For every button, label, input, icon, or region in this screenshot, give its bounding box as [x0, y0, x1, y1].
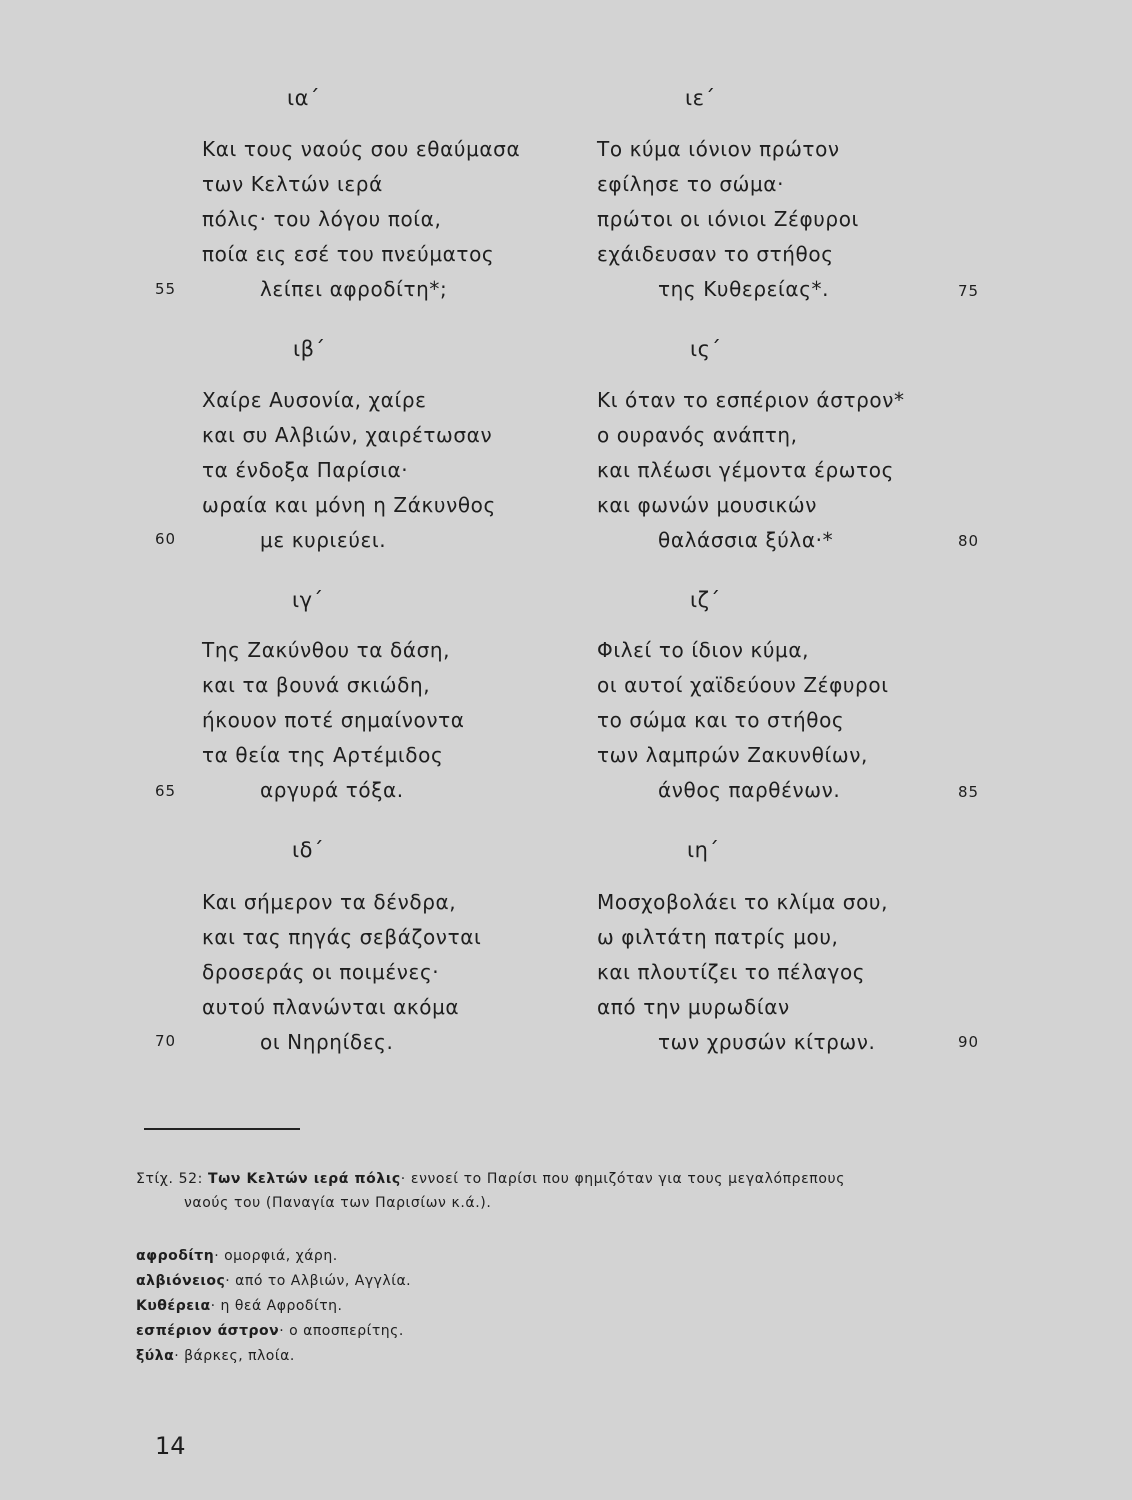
verse-line: θαλάσσια ξύλα·* [658, 528, 834, 552]
verse-line: ποία εις εσέ του πνεύματος [202, 242, 495, 266]
glossary-entry [136, 1323, 404, 1339]
verse-line: ο ουρανός ανάπτη, [597, 423, 798, 447]
stanza-number: ιγ΄ [292, 588, 324, 612]
footnote-continuation: ναούς του (Παναγία των Παρισίων κ.ά.). [184, 1195, 492, 1211]
verse-line: των Κελτών ιερά [202, 172, 383, 196]
verse-line: των χρυσών κίτρων. [658, 1030, 876, 1054]
verse-line: οι αυτοί χαϊδεύουν Ζέφυροι [597, 673, 889, 697]
line-number: 65 [155, 782, 177, 800]
verse-line: ωραία και μόνη η Ζάκυνθος [202, 493, 496, 517]
verse-line: αυτού πλανώνται ακόμα [202, 995, 460, 1019]
glossary-term: εσπέριον άστρον [136, 1323, 280, 1339]
verse-line: των λαμπρών Ζακυνθίων, [597, 743, 868, 767]
verse-line: Και τους ναούς σου εθαύμασα [202, 137, 521, 161]
verse-line: Χαίρε Αυσονία, χαίρε [202, 388, 427, 412]
stanza-number: ια΄ [287, 86, 320, 110]
verse-line: ήκουον ποτέ σημαίνοντα [202, 708, 465, 732]
verse-line: το σώμα και το στήθος [597, 708, 845, 732]
verse-line: και πλέωσι γέμοντα έρωτος [597, 458, 894, 482]
verse-line: λείπει αφροδίτη*; [260, 277, 448, 301]
glossary-entry [136, 1273, 411, 1289]
footnote-prefix: Στίχ. 52: [136, 1171, 208, 1187]
glossary-term: αφροδίτη [136, 1248, 215, 1264]
footnote-term: Των Κελτών ιερά πόλις [207, 1171, 401, 1187]
verse-line: ω φιλτάτη πατρίς μου, [597, 925, 839, 949]
line-number: 90 [958, 1033, 980, 1051]
glossary-definition: · από το Αλβιών, Αγγλία. [225, 1273, 412, 1289]
verse-line: δροσεράς οι ποιμένες· [202, 960, 440, 984]
stanza-number: ιζ΄ [690, 588, 721, 612]
line-number: 55 [155, 280, 177, 298]
verse-line: Φιλεί το ίδιον κύμα, [597, 638, 810, 662]
stanza-number: ιβ΄ [293, 337, 326, 361]
glossary-definition: · βάρκες, πλοία. [174, 1348, 295, 1364]
verse-line: πρώτοι οι ιόνιοι Ζέφυροι [597, 207, 859, 231]
verse-line: άνθος παρθένων. [658, 778, 841, 802]
verse-line: Μοσχοβολάει το κλίμα σου, [597, 890, 889, 914]
glossary-definition: · η θεά Αφροδίτη. [210, 1298, 343, 1314]
verse-line: αργυρά τόξα. [260, 778, 404, 802]
verse-line: και πλουτίζει το πέλαγος [597, 960, 866, 984]
verse-line: και τας πηγάς σεβάζονται [202, 925, 482, 949]
line-number: 70 [155, 1032, 177, 1050]
glossary-term: ξύλα [136, 1348, 175, 1364]
footnote [136, 1171, 845, 1187]
verse-line: τα θεία της Αρτέμιδος [202, 743, 444, 767]
page-number: 14 [155, 1432, 186, 1460]
footnote-text: · εννοεί το Παρίσι που φημιζόταν για τους μεγαλόπρεπους [400, 1171, 846, 1187]
line-number: 85 [958, 783, 980, 801]
verse-line: και συ Αλβιών, χαιρέτωσαν [202, 423, 493, 447]
stanza-number: ιδ΄ [292, 838, 324, 862]
verse-line: και φωνών μουσικών [597, 493, 817, 517]
glossary-term: αλβιόνειος [136, 1273, 226, 1289]
glossary-definition: · ο αποσπερίτης. [279, 1323, 404, 1339]
verse-line: Κι όταν το εσπέριον άστρον* [597, 388, 905, 412]
verse-line: πόλις· του λόγου ποία, [202, 207, 442, 231]
footnote-rule [144, 1128, 300, 1130]
stanza-number: ις΄ [690, 337, 722, 361]
verse-line: οι Νηρηίδες. [260, 1030, 394, 1054]
verse-line: της Κυθερείας*. [658, 277, 830, 301]
glossary-entry [136, 1298, 342, 1314]
stanza-number: ιε΄ [685, 86, 716, 110]
glossary-term: Κυθέρεια [136, 1298, 211, 1314]
verse-line: από την μυρωδίαν [597, 995, 790, 1019]
stanza-number: ιη΄ [687, 838, 720, 862]
verse-line: και τα βουνά σκιώδη, [202, 673, 431, 697]
line-number: 60 [155, 530, 177, 548]
glossary-entry [136, 1348, 295, 1364]
line-number: 75 [958, 282, 980, 300]
verse-line: Το κύμα ιόνιον πρώτον [597, 137, 840, 161]
verse-line: με κυριεύει. [260, 528, 387, 552]
verse-line: τα ένδοξα Παρίσια· [202, 458, 409, 482]
verse-line: Και σήμερον τα δένδρα, [202, 890, 457, 914]
glossary-entry [136, 1248, 338, 1264]
glossary-definition: · ομορφιά, χάρη. [214, 1248, 338, 1264]
line-number: 80 [958, 532, 980, 550]
verse-line: εφίλησε το σώμα· [597, 172, 785, 196]
verse-line: Της Ζακύνθου τα δάση, [202, 638, 451, 662]
verse-line: εχάιδευσαν το στήθος [597, 242, 834, 266]
